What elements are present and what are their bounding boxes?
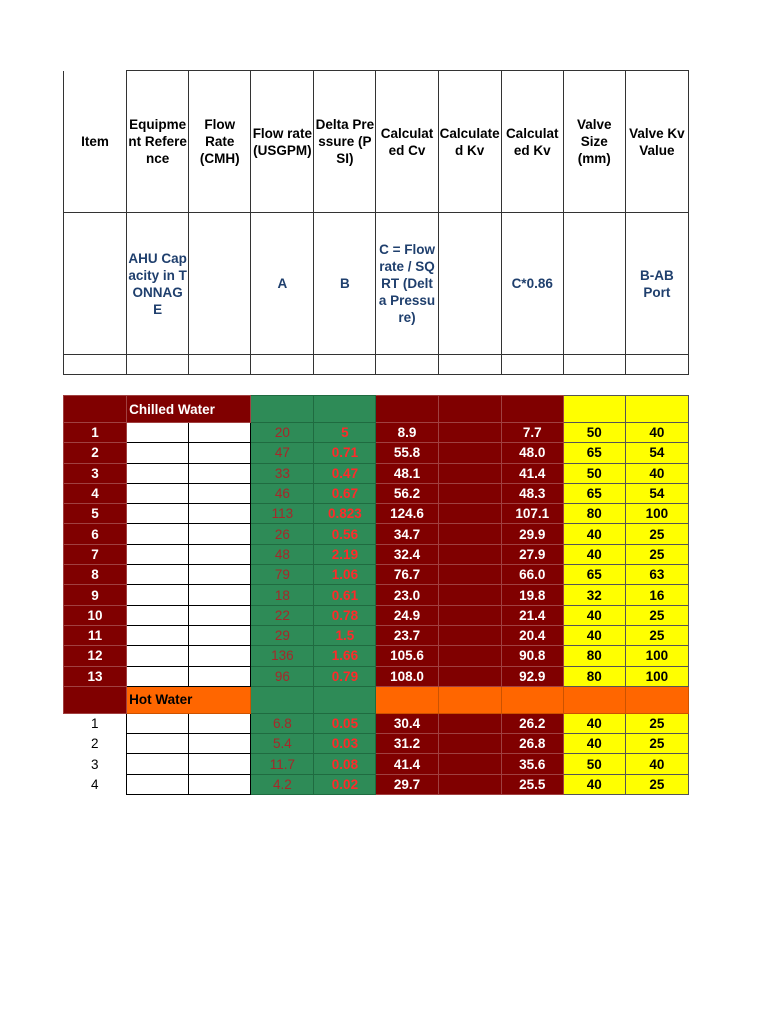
table-row: [64, 666, 689, 686]
formula-equipment-reference: AHU Capacity in TONNAGE: [127, 213, 189, 355]
section-kv1-cell: [438, 686, 501, 713]
calculated-kv-cell: 66.0: [501, 565, 563, 585]
valve-kv-value-cell: 25: [625, 774, 688, 794]
valve-size-cell: 40: [563, 734, 625, 754]
flow-rate-usgpm-cell: 6.8: [251, 713, 314, 733]
valve-size-cell: 80: [563, 646, 625, 666]
valve-size-cell: 50: [563, 463, 625, 483]
calculated-cv-cell: 41.4: [376, 754, 438, 774]
valve-size-cell: 40: [563, 605, 625, 625]
equipment-reference-cell: [127, 544, 189, 564]
delta-pressure-cell: 0.79: [314, 666, 376, 686]
header-valve-kv-value: Valve Kv Value: [625, 71, 688, 213]
calculated-kv-blank-cell: [438, 754, 501, 774]
calculated-kv-blank-cell: [438, 666, 501, 686]
valve-data-table: [63, 395, 689, 795]
flow-rate-usgpm-cell: 20: [251, 423, 314, 443]
delta-pressure-cell: 0.08: [314, 754, 376, 774]
calculated-kv-blank-cell: [438, 774, 501, 794]
calculated-kv-blank-cell: [438, 423, 501, 443]
blank-cell: [127, 355, 189, 375]
calculated-kv-cell: 90.8: [501, 646, 563, 666]
calculated-kv-cell: 26.8: [501, 734, 563, 754]
valve-size-cell: 50: [563, 754, 625, 774]
header-flow-rate-cmh: Flow Rate (CMH): [189, 71, 251, 213]
calculated-kv-cell: 7.7: [501, 423, 563, 443]
valve-kv-value-cell: 40: [625, 423, 688, 443]
calculated-cv-cell: 76.7: [376, 565, 438, 585]
valve-size-cell: 40: [563, 625, 625, 645]
flow-rate-usgpm-cell: 22: [251, 605, 314, 625]
header-calculated-kv-2: Calculated Kv: [501, 71, 563, 213]
flow-rate-usgpm-cell: 5.4: [251, 734, 314, 754]
table-row: [64, 565, 689, 585]
calculated-kv-blank-cell: [438, 483, 501, 503]
valve-kv-value-cell: 25: [625, 713, 688, 733]
flow-rate-usgpm-cell: 33: [251, 463, 314, 483]
valve-size-cell: 80: [563, 504, 625, 524]
calculated-kv-blank-cell: [438, 544, 501, 564]
valve-kv-value-cell: 40: [625, 463, 688, 483]
equipment-reference-cell: [127, 666, 189, 686]
header-equipment-reference: Equipment Reference: [127, 71, 189, 213]
section-usgpm-cell: [251, 686, 314, 713]
item-number: 4: [64, 774, 127, 794]
header-calculated-cv: Calculated Cv: [376, 71, 438, 213]
item-number: 13: [64, 666, 127, 686]
flow-rate-cmh-cell: [189, 605, 251, 625]
valve-size-cell: 50: [563, 423, 625, 443]
valve-kv-value-cell: 40: [625, 754, 688, 774]
equipment-reference-cell: [127, 754, 189, 774]
calculated-cv-cell: 124.6: [376, 504, 438, 524]
item-number: 1: [64, 423, 127, 443]
calculated-kv-cell: 20.4: [501, 625, 563, 645]
delta-pressure-cell: 5: [314, 423, 376, 443]
delta-pressure-cell: 0.03: [314, 734, 376, 754]
item-number: 5: [64, 504, 127, 524]
equipment-reference-cell: [127, 734, 189, 754]
flow-rate-cmh-cell: [189, 504, 251, 524]
blank-cell: [189, 355, 251, 375]
valve-size-cell: 40: [563, 774, 625, 794]
section-usgpm-cell: [251, 396, 314, 423]
item-number: 3: [64, 463, 127, 483]
flow-rate-usgpm-cell: 11.7: [251, 754, 314, 774]
blank-cell: [501, 355, 563, 375]
table-row: [64, 463, 689, 483]
valve-size-cell: 40: [563, 524, 625, 544]
flow-rate-cmh-cell: [189, 774, 251, 794]
valve-size-cell: 65: [563, 443, 625, 463]
section-kv2-cell: [501, 396, 563, 423]
section-kv1-cell: [438, 396, 501, 423]
equipment-reference-cell: [127, 463, 189, 483]
blank-cell: [314, 355, 376, 375]
delta-pressure-cell: 0.47: [314, 463, 376, 483]
calculated-kv-blank-cell: [438, 585, 501, 605]
table-row: [64, 504, 689, 524]
calculated-cv-cell: 32.4: [376, 544, 438, 564]
calculated-kv-cell: 19.8: [501, 585, 563, 605]
blank-cell: [376, 355, 438, 375]
valve-size-cell: 40: [563, 544, 625, 564]
table-row: [64, 774, 689, 794]
flow-rate-cmh-cell: [189, 524, 251, 544]
table-row: [64, 646, 689, 666]
equipment-reference-cell: [127, 646, 189, 666]
equipment-reference-cell: [127, 423, 189, 443]
valve-kv-value-cell: 100: [625, 646, 688, 666]
flow-rate-usgpm-cell: 18: [251, 585, 314, 605]
flow-rate-cmh-cell: [189, 544, 251, 564]
flow-rate-usgpm-cell: 29: [251, 625, 314, 645]
section-valve-kv-cell: [625, 396, 688, 423]
formula-calculated-kv-2: C*0.86: [501, 213, 563, 355]
delta-pressure-cell: 0.56: [314, 524, 376, 544]
calculated-kv-blank-cell: [438, 443, 501, 463]
formula-valve-size: [563, 213, 625, 355]
flow-rate-cmh-cell: [189, 483, 251, 503]
header-delta-pressure: Delta Pressure (PSI): [314, 71, 376, 213]
delta-pressure-cell: 0.61: [314, 585, 376, 605]
table-row: [64, 754, 689, 774]
section-valve-kv-cell: [625, 686, 688, 713]
flow-rate-usgpm-cell: 4.2: [251, 774, 314, 794]
table-row: [64, 443, 689, 463]
blank-row: [64, 355, 689, 375]
calculated-kv-blank-cell: [438, 734, 501, 754]
blank-cell: [625, 355, 688, 375]
blank-cell: [438, 355, 501, 375]
calculated-kv-blank-cell: [438, 605, 501, 625]
valve-kv-value-cell: 100: [625, 666, 688, 686]
formula-valve-kv-value: B-AB Port: [625, 213, 688, 355]
section-title: Chilled Water: [127, 396, 251, 423]
table-row: [64, 544, 689, 564]
section-spacer-cell: [64, 686, 127, 713]
calculated-cv-cell: 24.9: [376, 605, 438, 625]
calculated-kv-blank-cell: [438, 713, 501, 733]
item-number: 3: [64, 754, 127, 774]
calculated-kv-cell: 107.1: [501, 504, 563, 524]
flow-rate-usgpm-cell: 46: [251, 483, 314, 503]
formula-flow-rate-cmh: [189, 213, 251, 355]
calculated-cv-cell: 56.2: [376, 483, 438, 503]
formula-delta-pressure: B: [314, 213, 376, 355]
calculated-cv-cell: 23.0: [376, 585, 438, 605]
calculated-kv-cell: 41.4: [501, 463, 563, 483]
calculated-kv-cell: 48.3: [501, 483, 563, 503]
flow-rate-usgpm-cell: 136: [251, 646, 314, 666]
calculated-cv-cell: 31.2: [376, 734, 438, 754]
calculated-kv-blank-cell: [438, 565, 501, 585]
delta-pressure-cell: 0.78: [314, 605, 376, 625]
header-valve-size: Valve Size (mm): [563, 71, 625, 213]
header-item: Item: [64, 71, 127, 213]
item-number: 12: [64, 646, 127, 666]
table-row: [64, 585, 689, 605]
table-row: [64, 713, 689, 733]
flow-rate-usgpm-cell: 26: [251, 524, 314, 544]
flow-rate-cmh-cell: [189, 463, 251, 483]
formula-calculated-kv-1: [438, 213, 501, 355]
section-kv2-cell: [501, 686, 563, 713]
calculated-kv-cell: 48.0: [501, 443, 563, 463]
table-row: [64, 423, 689, 443]
formula-item: [64, 213, 127, 355]
flow-rate-usgpm-cell: 79: [251, 565, 314, 585]
calculated-cv-cell: 55.8: [376, 443, 438, 463]
equipment-reference-cell: [127, 565, 189, 585]
item-number: 7: [64, 544, 127, 564]
calculated-kv-blank-cell: [438, 463, 501, 483]
calculated-cv-cell: 30.4: [376, 713, 438, 733]
delta-pressure-cell: 0.05: [314, 713, 376, 733]
formula-calculated-cv: C = Flow rate / SQRT (Delta Pressure): [376, 213, 438, 355]
equipment-reference-cell: [127, 504, 189, 524]
flow-rate-cmh-cell: [189, 646, 251, 666]
valve-kv-value-cell: 25: [625, 524, 688, 544]
valve-kv-value-cell: 63: [625, 565, 688, 585]
flow-rate-usgpm-cell: 48: [251, 544, 314, 564]
valve-kv-value-cell: 54: [625, 443, 688, 463]
valve-kv-value-cell: 25: [625, 734, 688, 754]
section-psi-cell: [314, 686, 376, 713]
equipment-reference-cell: [127, 585, 189, 605]
equipment-reference-cell: [127, 625, 189, 645]
equipment-reference-cell: [127, 443, 189, 463]
calculated-kv-blank-cell: [438, 504, 501, 524]
chilled-water-section-header: [64, 396, 689, 423]
formula-flow-rate-usgpm: A: [251, 213, 314, 355]
flow-rate-cmh-cell: [189, 565, 251, 585]
table-row: [64, 483, 689, 503]
flow-rate-usgpm-cell: 47: [251, 443, 314, 463]
valve-size-cell: 65: [563, 565, 625, 585]
header-flow-rate-usgpm: Flow rate (USGPM): [251, 71, 314, 213]
section-spacer-cell: [64, 396, 127, 423]
calculated-cv-cell: 23.7: [376, 625, 438, 645]
valve-size-cell: 65: [563, 483, 625, 503]
equipment-reference-cell: [127, 713, 189, 733]
equipment-reference-cell: [127, 483, 189, 503]
item-number: 9: [64, 585, 127, 605]
section-title: Hot Water: [127, 686, 251, 713]
delta-pressure-cell: 1.5: [314, 625, 376, 645]
flow-rate-cmh-cell: [189, 734, 251, 754]
calculated-cv-cell: 8.9: [376, 423, 438, 443]
calculated-kv-blank-cell: [438, 524, 501, 544]
valve-size-cell: 40: [563, 713, 625, 733]
valve-size-cell: 80: [563, 666, 625, 686]
flow-rate-cmh-cell: [189, 443, 251, 463]
column-header-row: [64, 71, 689, 213]
valve-kv-value-cell: 25: [625, 625, 688, 645]
valve-kv-value-cell: 54: [625, 483, 688, 503]
flow-rate-usgpm-cell: 96: [251, 666, 314, 686]
valve-kv-value-cell: 25: [625, 605, 688, 625]
section-cv-cell: [376, 396, 438, 423]
flow-rate-cmh-cell: [189, 666, 251, 686]
formula-row: [64, 213, 689, 355]
section-size-cell: [563, 396, 625, 423]
calculated-kv-cell: 35.6: [501, 754, 563, 774]
equipment-reference-cell: [127, 605, 189, 625]
valve-kv-value-cell: 25: [625, 544, 688, 564]
delta-pressure-cell: 0.67: [314, 483, 376, 503]
delta-pressure-cell: 1.66: [314, 646, 376, 666]
delta-pressure-cell: 0.02: [314, 774, 376, 794]
calculated-kv-blank-cell: [438, 625, 501, 645]
calculated-kv-cell: 21.4: [501, 605, 563, 625]
item-number: 2: [64, 734, 127, 754]
calculated-cv-cell: 105.6: [376, 646, 438, 666]
valve-kv-value-cell: 100: [625, 504, 688, 524]
flow-rate-cmh-cell: [189, 713, 251, 733]
blank-cell: [563, 355, 625, 375]
hot-water-section-header: [64, 686, 689, 713]
calculated-cv-cell: 29.7: [376, 774, 438, 794]
item-number: 8: [64, 565, 127, 585]
delta-pressure-cell: 2.19: [314, 544, 376, 564]
table-row: [64, 625, 689, 645]
item-number: 4: [64, 483, 127, 503]
flow-rate-usgpm-cell: 113: [251, 504, 314, 524]
calculated-cv-cell: 34.7: [376, 524, 438, 544]
delta-pressure-cell: 0.71: [314, 443, 376, 463]
flow-rate-cmh-cell: [189, 585, 251, 605]
calculated-kv-cell: 27.9: [501, 544, 563, 564]
item-number: 1: [64, 713, 127, 733]
valve-size-cell: 32: [563, 585, 625, 605]
flow-rate-cmh-cell: [189, 423, 251, 443]
calculated-kv-cell: 26.2: [501, 713, 563, 733]
item-number: 6: [64, 524, 127, 544]
valve-kv-value-cell: 16: [625, 585, 688, 605]
item-number: 2: [64, 443, 127, 463]
item-number: 10: [64, 605, 127, 625]
delta-pressure-cell: 0.823: [314, 504, 376, 524]
flow-rate-cmh-cell: [189, 625, 251, 645]
table-row: [64, 734, 689, 754]
table-row: [64, 524, 689, 544]
section-cv-cell: [376, 686, 438, 713]
table-row: [64, 605, 689, 625]
section-psi-cell: [314, 396, 376, 423]
calculated-kv-blank-cell: [438, 646, 501, 666]
calculated-kv-cell: 25.5: [501, 774, 563, 794]
header-table: [63, 70, 689, 375]
item-number: 11: [64, 625, 127, 645]
flow-rate-cmh-cell: [189, 754, 251, 774]
equipment-reference-cell: [127, 774, 189, 794]
calculated-cv-cell: 108.0: [376, 666, 438, 686]
delta-pressure-cell: 1.06: [314, 565, 376, 585]
calculated-kv-cell: 29.9: [501, 524, 563, 544]
calculated-kv-cell: 92.9: [501, 666, 563, 686]
calculated-cv-cell: 48.1: [376, 463, 438, 483]
blank-cell: [251, 355, 314, 375]
section-size-cell: [563, 686, 625, 713]
blank-cell: [64, 355, 127, 375]
equipment-reference-cell: [127, 524, 189, 544]
header-calculated-kv-1: Calculated Kv: [438, 71, 501, 213]
